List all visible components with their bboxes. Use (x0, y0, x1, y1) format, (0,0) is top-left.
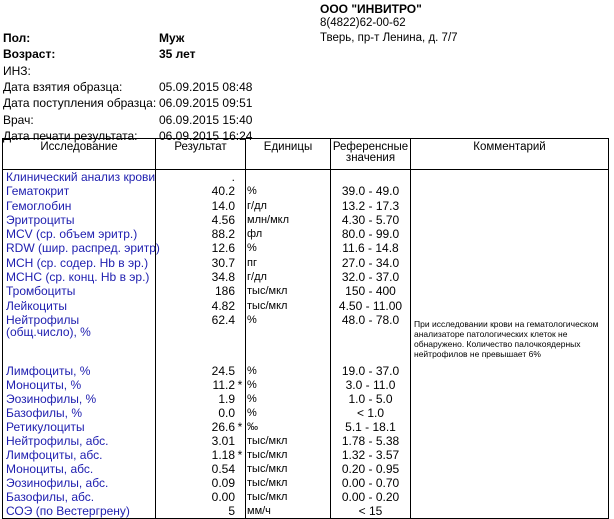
unit: тыс/мкл (246, 476, 331, 490)
header-result: Результат (156, 139, 246, 170)
comment (411, 462, 609, 476)
reference-range: 1.78 - 5.38 (331, 434, 411, 448)
table-row (3, 256, 609, 270)
unit: % (246, 364, 331, 378)
comment (411, 213, 609, 227)
reference-range: 4.50 - 11.00 (331, 299, 411, 313)
unit: тыс/мкл (246, 490, 331, 504)
result-value (156, 462, 246, 476)
test-name: MCV (ср. объем эритр.) (3, 227, 156, 241)
reference-range: 0.20 - 0.95 (331, 462, 411, 476)
header-units: Единицы (246, 139, 331, 170)
result-value (156, 434, 246, 448)
result-value (156, 313, 246, 364)
unit: % (246, 241, 331, 255)
table-row (3, 299, 609, 313)
header-reference: Референсные значения (331, 139, 411, 170)
table-row (3, 420, 609, 434)
unit: тыс/мкл (246, 434, 331, 448)
patient-field-value: 35 лет (159, 47, 196, 62)
reference-range: 150 - 400 (331, 284, 411, 298)
abnormal-flag: * (237, 377, 243, 392)
comment (411, 170, 609, 185)
result-value (156, 213, 246, 227)
table-row (3, 270, 609, 284)
unit: % (246, 378, 331, 392)
result-value (156, 364, 246, 378)
result-number: 1.18 (211, 447, 235, 462)
unit: тыс/мкл (246, 284, 331, 298)
abnormal-flag: * (237, 447, 243, 462)
result-number: 11.2 (212, 377, 235, 392)
reference-range: 48.0 - 78.0 (331, 313, 411, 364)
result-value (156, 448, 246, 462)
unit: тыс/мкл (246, 299, 331, 313)
unit (246, 170, 331, 185)
table-row (3, 378, 609, 392)
unit: ‰ (246, 420, 331, 434)
result-number: 1.9 (218, 391, 235, 406)
unit: % (246, 406, 331, 420)
reference-range (331, 170, 411, 185)
reference-range: 11.6 - 14.8 (331, 241, 411, 255)
result-number: 0.09 (211, 475, 235, 490)
patient-field-label: Возраст: (3, 47, 56, 62)
results-table (2, 138, 609, 519)
test-name: Моноциты, % (3, 378, 156, 392)
comment (411, 241, 609, 255)
table-row (3, 364, 609, 378)
result-number: 3.01 (211, 433, 235, 448)
result-value (156, 406, 246, 420)
result-number: 5 (228, 503, 235, 518)
comment (411, 284, 609, 298)
comment (411, 227, 609, 241)
patient-field-label: ИНЗ: (3, 63, 31, 78)
comment (411, 256, 609, 270)
reference-range: 0.00 - 0.20 (331, 490, 411, 504)
table-row (3, 448, 609, 462)
reference-range: 4.30 - 5.70 (331, 213, 411, 227)
result-value (156, 270, 246, 284)
result-value (156, 392, 246, 406)
comment (411, 504, 609, 519)
comment (411, 448, 609, 462)
result-number: 26.6 (211, 419, 235, 434)
result-value (156, 504, 246, 519)
reference-range: 27.0 - 34.0 (331, 256, 411, 270)
test-name: Эритроциты (3, 213, 156, 227)
result-number: 62.4 (211, 312, 235, 327)
result-value (156, 378, 246, 392)
patient-field-value: 06.09.2015 16:24 (159, 128, 253, 143)
test-name: Эозинофилы, % (3, 392, 156, 406)
comment (411, 406, 609, 420)
comment (411, 299, 609, 313)
unit: пг (246, 256, 331, 270)
result-value (156, 420, 246, 434)
test-name: Тромбоциты (3, 284, 156, 298)
table-row (3, 184, 609, 198)
comment (411, 364, 609, 378)
table-row (3, 434, 609, 448)
patient-field-value: 06.09.2015 15:40 (159, 112, 253, 127)
result-number: 0.00 (211, 489, 235, 504)
unit: млн/мкл (246, 213, 331, 227)
test-name: Гематокрит (3, 184, 156, 198)
comment (411, 184, 609, 198)
test-name: Нейтрофилы, абс. (3, 434, 156, 448)
result-number: 186 (214, 284, 235, 299)
unit: тыс/мкл (246, 462, 331, 476)
table-row (3, 406, 609, 420)
test-name: Эозинофилы, абс. (3, 476, 156, 490)
test-name: MCHC (ср. конц. Hb в эр.) (3, 270, 156, 284)
unit: % (246, 392, 331, 406)
comment (411, 378, 609, 392)
table-row (3, 392, 609, 406)
table-row (3, 241, 609, 255)
reference-range: 13.2 - 17.3 (331, 199, 411, 213)
result-value (156, 476, 246, 490)
result-number: 4.82 (211, 298, 235, 313)
test-name: Лимфоциты, абс. (3, 448, 156, 462)
result-number: 4.56 (211, 212, 235, 227)
result-value (156, 256, 246, 270)
patient-field-value: 06.09.2015 09:51 (159, 96, 253, 111)
comment (411, 434, 609, 448)
result-value (156, 184, 246, 198)
result-number: 40.2 (211, 184, 235, 199)
result-value (156, 241, 246, 255)
table-row (3, 284, 609, 298)
test-name: RDW (шир. распред. эритр) (3, 241, 156, 255)
reference-range: 39.0 - 49.0 (331, 184, 411, 198)
result-number: 0.0 (218, 405, 235, 420)
patient-field-label: Врач: (3, 112, 34, 127)
unit: % (246, 313, 331, 364)
result-number: 24.5 (211, 363, 235, 378)
result-number: 12.6 (211, 241, 235, 256)
test-name: Ретикулоциты (3, 420, 156, 434)
test-name: Клинический анализ крови (3, 170, 156, 185)
test-name: Моноциты, абс. (3, 462, 156, 476)
reference-range: 32.0 - 37.0 (331, 270, 411, 284)
table-row (3, 213, 609, 227)
lab-address: Тверь, пр-т Ленина, д. 7/7 (320, 32, 458, 44)
table-row (3, 462, 609, 476)
comment (411, 199, 609, 213)
patient-field-label: Дата поступления образца: (3, 96, 157, 111)
table-header (3, 139, 609, 170)
reference-range: 1.32 - 3.57 (331, 448, 411, 462)
result-number: 30.7 (211, 255, 235, 270)
test-name: Нейтрофилы (общ.число), % (3, 313, 156, 364)
header-comment: Комментарий (411, 139, 609, 170)
comment (411, 270, 609, 284)
test-name: Лейкоциты (3, 299, 156, 313)
test-name: Лимфоциты, % (3, 364, 156, 378)
result-value (156, 170, 246, 185)
result-number: 88.2 (211, 227, 235, 242)
test-name: Гемоглобин (3, 199, 156, 213)
reference-range: 3.0 - 11.0 (331, 378, 411, 392)
reference-range: 5.1 - 18.1 (331, 420, 411, 434)
patient-field-value: 05.09.2015 08:48 (159, 79, 253, 94)
abnormal-flag: * (237, 419, 243, 434)
header-test: Исследование (3, 139, 156, 170)
result-value (156, 284, 246, 298)
lab-phone: 8(4822)62-00-62 (320, 17, 406, 29)
unit: г/дл (246, 199, 331, 213)
patient-field-value: Муж (159, 31, 185, 45)
patient-field-label: Дата взятия образца: (3, 79, 123, 94)
table-row (3, 504, 609, 519)
result-value (156, 199, 246, 213)
patient-field-label: Дата печати результата: (3, 128, 138, 143)
patient-field-label: Пол: (3, 31, 31, 45)
reference-range: 0.00 - 0.70 (331, 476, 411, 490)
reference-range: < 1.0 (331, 406, 411, 420)
comment: При исследовании крови на гематологическом анализаторе патологических клеток не обнаружено. Количество палочкоядерных нейтрофилов не превышает 6% (411, 313, 609, 364)
result-number: . (231, 170, 235, 184)
test-name: Базофилы, абс. (3, 490, 156, 504)
reference-range: 1.0 - 5.0 (331, 392, 411, 406)
reference-range: 19.0 - 37.0 (331, 364, 411, 378)
result-value (156, 227, 246, 241)
test-name: MCH (ср. содер. Hb в эр.) (3, 256, 156, 270)
table-row (3, 170, 609, 185)
comment (411, 476, 609, 490)
reference-range: < 15 (331, 504, 411, 519)
result-number: 0.54 (211, 461, 235, 476)
comment (411, 420, 609, 434)
table-row (3, 313, 609, 364)
result-value (156, 299, 246, 313)
table-row (3, 476, 609, 490)
comment (411, 392, 609, 406)
unit: % (246, 184, 331, 198)
unit: г/дл (246, 270, 331, 284)
unit: мм/ч (246, 504, 331, 519)
lab-name: ООО "ИНВИТРО" (320, 2, 422, 16)
result-number: 14.0 (211, 198, 235, 213)
test-name: Базофилы, % (3, 406, 156, 420)
unit: фл (246, 227, 331, 241)
table-row (3, 227, 609, 241)
unit: тыс/мкл (246, 448, 331, 462)
table-row (3, 199, 609, 213)
test-name: СОЭ (по Вестергрену) (3, 504, 156, 519)
result-number: 34.8 (211, 270, 235, 285)
reference-range: 80.0 - 99.0 (331, 227, 411, 241)
